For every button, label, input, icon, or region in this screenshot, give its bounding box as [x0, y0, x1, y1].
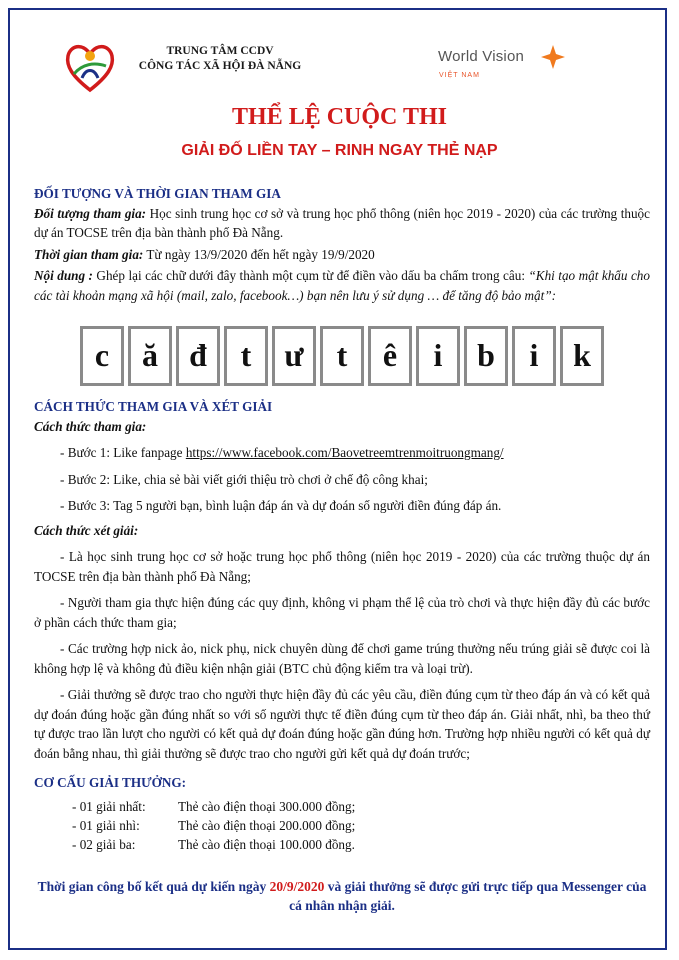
section-participation-heading: ĐỐI TƯỢNG VÀ THỜI GIAN THAM GIA — [34, 186, 281, 201]
prize-item — [34, 816, 650, 835]
world-vision-logo — [434, 44, 569, 90]
letter-tile: đ — [176, 326, 220, 386]
rule-item: - Người tham gia thực hiện đúng các quy định, không vi phạm thể lệ của trò chơi và thực hiện đầy đủ các bước ở phần cách thức tham gia; — [34, 595, 650, 630]
letter-tile: i — [512, 326, 556, 386]
content-quote: “Khi tạo mật khẩu cho các tài khoản mạng xã hội (mail, zalo, facebook…) bạn nên lưu ý sử dụng … để tăng độ bảo mật”: — [34, 268, 650, 303]
step-2: - Bước 2: Like, chia sẻ bài viết giới thiệu trò chơi ở chế độ công khai; — [60, 471, 428, 487]
section-prizes-heading: CƠ CẤU GIẢI THƯỞNG: — [34, 775, 187, 790]
partner-name: World Vision — [438, 48, 525, 65]
prize-reward: Thẻ cào điện thoại 300.000 đồng; — [178, 798, 356, 814]
content-text: Ghép lại các chữ dưới đây thành một cụm từ để điền vào dấu ba chấm trong câu: — [92, 268, 529, 283]
letter-tile: t — [320, 326, 364, 386]
result-announcement — [34, 877, 650, 915]
organization-name — [120, 44, 320, 74]
letter-tile: ê — [368, 326, 412, 386]
prize-reward: Thẻ cào điện thoại 100.000 đồng. — [178, 836, 355, 852]
rule-item: - Các trường hợp nick ảo, nick phụ, nick chuyên dùng để chơi game trúng thưởng nếu trúng giải sẽ được coi là không hợp lệ và không đủ điều kiện nhận giải (BTC chủ động kiểm tra và loại trừ). — [34, 641, 650, 676]
judging-label: Cách thức xét giải: — [34, 522, 139, 538]
section-how-heading: CÁCH THỨC THAM GIA VÀ XÉT GIẢI — [34, 399, 273, 414]
time-text: Từ ngày 13/9/2020 đến hết ngày 19/9/2020 — [143, 246, 375, 262]
prize-item — [34, 797, 650, 816]
main-content — [34, 184, 650, 854]
letter-tiles — [80, 326, 650, 390]
announcement-date: 20/9/2020 — [269, 879, 325, 894]
prize-reward: Thẻ cào điện thoại 200.000 đồng; — [178, 817, 356, 833]
partner-country: VIỆT NAM — [439, 72, 480, 79]
prize-list — [34, 797, 650, 854]
audience-text: Học sinh trung học cơ sở và trung học phổ thông (niên học 2019 - 2020) của các trường thuộc dự án TOCSE trên địa bàn thành phố Đà Nẵng. — [34, 205, 650, 240]
letter-tile: t — [224, 326, 268, 386]
content-paragraph — [34, 266, 650, 305]
announcement-after-date: và giải thưởng sẽ được gửi trực tiếp qua Messenger của cá nhân nhận giải. — [289, 879, 647, 913]
audience-paragraph — [34, 204, 650, 243]
letter-tile: ă — [128, 326, 172, 386]
prize-item — [34, 835, 650, 854]
rule-item: - Là học sinh trung học cơ sở hoặc trung học phổ thông (niên học 2019 - 2020) của các trường thuộc dự án TOCSE trên địa bàn thành phố Đà Nẵng; — [34, 549, 650, 584]
how-to-join-label: Cách thức tham gia: — [34, 418, 147, 434]
audience-label: Đối tượng tham gia: — [34, 205, 147, 221]
org-line-2: CÔNG TÁC XÃ HỘI ĐÀ NẴNG — [138, 60, 302, 72]
letter-tile: i — [416, 326, 460, 386]
page-title: THỂ LỆ CUỘC THI — [232, 104, 447, 130]
rule-item: - Giải thưởng sẽ được trao cho người thực hiện đầy đủ các yêu cầu, điền đúng cụm từ theo đáp án và có kết quả dự đoán đúng hoặc gần đúng nhất so với số người thực tế điền đúng cụm từ theo đáp án. Giải nhất, nhì, ba theo thứ tự được trao lần lượt cho người có kết quả dự đoán đúng hoặc gần đúng hơn. Trường hợp nhiều người có kết quả dự đoán bằng nhau, thì giải thưởng sẽ được trao cho người gửi kết quả dự đoán trước; — [34, 687, 650, 761]
content-label: Nội dung : — [34, 268, 93, 283]
step-3: - Bước 3: Tag 5 người bạn, bình luận đáp án và dự đoán số người điền đúng đáp án. — [60, 498, 502, 513]
letter-tile: k — [560, 326, 604, 386]
letter-tile: ư — [272, 326, 316, 386]
letter-tile: c — [80, 326, 124, 386]
prize-rank: - 01 giải nhì: — [72, 817, 140, 833]
world-vision-star-icon — [540, 44, 566, 70]
prize-rank: - 01 giải nhất: — [72, 798, 146, 814]
prize-rank: - 02 giải ba: — [72, 836, 136, 852]
time-label: Thời gian tham gia: — [34, 246, 144, 262]
time-paragraph — [34, 245, 650, 265]
step-1 — [34, 443, 650, 463]
step-1-text: - Bước 1: Like fanpage — [60, 445, 186, 460]
page-subtitle: GIẢI ĐỐ LIỀN TAY – RINH NGAY THẺ NẠP — [181, 142, 498, 159]
fanpage-link[interactable]: https://www.facebook.com/Baovetreemtrenmoitruongmang/ — [185, 445, 504, 460]
org-line-1: TRUNG TÂM CCDV — [166, 45, 274, 57]
letter-tile: b — [464, 326, 508, 386]
announcement-before-date: Thời gian công bố kết quả dự kiến ngày — [37, 879, 270, 894]
ccdv-logo-icon — [64, 38, 116, 94]
